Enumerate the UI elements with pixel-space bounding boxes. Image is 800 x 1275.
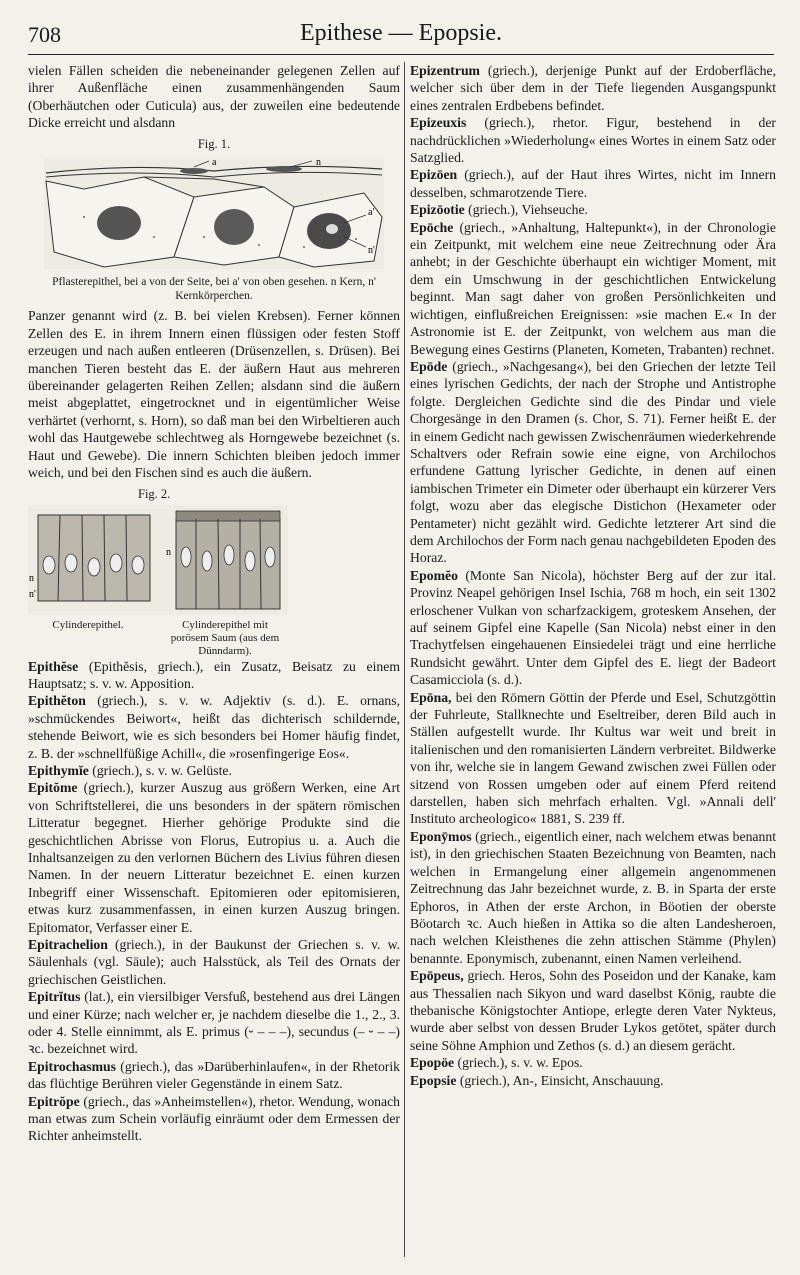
- headword: Epitrĭtus: [28, 989, 81, 1005]
- entry-text: (griech., eigentlich einer, nach welchem etwas benannt ist), in den griechischen Staaten Bezeichnung von Beamten, nach welchen in Ermangelung einer allgemein angenommenen Zeitrechnung das Jahr bezeichnet wurde, z. B. in Sparta der erste Ephoros, in Athen der erste Archon, in Böotien der oberste Böotarch ꝛc. Auch hießen in Attika so die alten Landesheroen, nach welchen Kleisthenes die zehn attischen Stämme (Phylen) benannte. Eponymisch, zubenannt, einen Namen verleihend.: [410, 828, 776, 966]
- entry-text: (griech.), s. v. w. Gelüste.: [88, 762, 232, 778]
- headword: Epōche: [410, 219, 454, 235]
- headword: Epithymĭe: [28, 762, 89, 778]
- left-entry-list: [28, 658, 400, 1145]
- headword: Eponȳmos: [410, 828, 472, 844]
- entry-epitheton: [28, 692, 400, 762]
- figure-2-caption-b: Cylinderepithel mit porösem Saum (aus dem Dünndarm).: [170, 619, 280, 658]
- headword: Epitrochasmus: [28, 1058, 116, 1074]
- continued-paragraph: vielen Fällen scheiden die nebeneinander gelegenen Zellen auf ihrer Außenfläche einen zusammenhängenden Saum (Oberhäutchen oder Cuticula) aus, der zuweilen eine bedeutende Dicke erreicht und alsdann: [28, 63, 400, 131]
- headword: Epopöe: [410, 1055, 455, 1071]
- headword: Epōpeus,: [410, 968, 464, 984]
- entry-epopoe: [410, 1054, 776, 1071]
- entry-text: (lat.), ein viersilbiger Versfuß, bestehend aus drei Längen und einer Kürze; nach welcher er, je nachdem dieselbe die 1., 2., 3. oder 4. Stelle einnimmt, als E. primus (⏑ – – –), secundus (– ⏑ – –) ꝛc. bezeichnet wird.: [28, 989, 400, 1057]
- fig2-letter-n-right: n: [166, 546, 171, 558]
- running-head: Epithese — Epopsie.: [300, 20, 502, 46]
- entry-text: (griech.), das »Darüberhinlaufen«, in der Rhetorik das flüchtige Berühren vieler Gegenstände in einem Satz.: [28, 1058, 400, 1092]
- headword: Epithĕton: [28, 693, 86, 709]
- entry-epitritus: [28, 988, 400, 1058]
- entry-epizentrum: [410, 62, 776, 114]
- entry-epopeus: [410, 967, 776, 1054]
- headword: Epizeuxis: [410, 115, 467, 131]
- entry-text: (griech.), An-, Einsicht, Anschauung.: [456, 1072, 664, 1088]
- entry-text: (griech.), Viehseuche.: [464, 202, 588, 218]
- entry-epopsie: [410, 1072, 776, 1089]
- entry-text: (griech.), s. v. w. Epos.: [454, 1055, 583, 1071]
- entry-epode: [410, 358, 776, 567]
- headword: Epōna,: [410, 689, 452, 705]
- entry-text: (Monte San Nicola), höchster Berg auf der zur ital. Provinz Neapel gehörigen Insel Ischia, 768 m hoch, ein seit 1302 erloschener Vulkan von scharfzackigem, groteskem Ansehen, der auf seinem Gipfel eine Kapelle (San Nicola) nebst einer in den Trachytfelsen eingehauenen Einsiedelei trägt und eine herrliche Rundsicht gewährt. Unter dem Gipfel des E. liegt der Badeort Casamicciola (s. d.).: [410, 567, 776, 688]
- figure-1-caption: Pflasterepithel, bei a von der Seite, bei a' von oben gesehen. n Kern, n' Kernkörperchen.: [52, 276, 376, 303]
- figure-2-caption-a: Cylinderepithel.: [52, 619, 124, 632]
- entry-text: (griech., »Anhaltung, Haltepunkt«), in der Chronologie ein Zeitpunkt, mit welchem eine neue Zeitrechnung oder Ära anhebt; in der Geschichte überhaupt ein wichtiger Moment, mit dem ein Umschwung in der geschichtlichen Entwickelung beginnt. Man sagt daher von großen Persönlichkeiten und wichtigen, einflußreichen Ereignissen: »sie machen E.« In der Astronomie ist E. der Zeitpunkt, von welchem aus man die Bewegung eines Gestirns (Planeten, Kometen, Trabanten) rechnet.: [410, 219, 776, 357]
- fig1-letter-n: n: [316, 157, 321, 169]
- entry-epithese: [28, 658, 400, 693]
- entry-epitrachelion: [28, 936, 400, 988]
- entry-epona: [410, 689, 776, 828]
- figure-1-label: Fig. 1.: [197, 136, 231, 151]
- fig1-letter-a: a: [212, 157, 217, 169]
- entry-epitome: [28, 779, 400, 936]
- figure-1-illustration: [28, 157, 400, 273]
- entry-text: (griech.), derjenige Punkt auf der Erdoberfläche, welcher sich über dem in der Tiefe liegenden Ausgangspunkt eines zentralen Erdbebens befindet.: [410, 63, 776, 113]
- headword: Epomĕo: [410, 567, 458, 583]
- entry-epitrope: [28, 1093, 400, 1145]
- entry-text: (griech., das »Anheimstellen«), rhetor. Wendung, wonach man etwas zum Schein vorläufig einräumt oder dem Ermessen der Richter anheimstellt.: [28, 1093, 400, 1144]
- entry-text: (griech., »Nachgesang«), bei den Griechen der letzte Teil eines lyrischen Gedichts, der nach der Strophe und Antistrophe folgte. Dergleichen Gedichte sind die des Pindar und viele Chorgesänge in den Dramen (s. Chor, S. 71). Ferner heißt E. der in einem Gedicht nach gewissen Zwischenräumen wiederkehrende Schaltvers oder Refrain sowie eine eigne, von Archilochos erfundene Gattung lyrischer Gedichte, in denen auf einen iambischen Trimeter ein Dimeter oder überhaupt ein kürzerer Vers folgt, wozu aber das elegische Distichon (Hexameter oder Pentameter) nicht gezählt wird. Gedichte letzterer Art sind die dem Archilochos der Form nach genau nachgebildeten Epoden des Horaz.: [410, 358, 776, 566]
- entry-text: (griech.), in der Baukunst der Griechen s. v. w. Säulenhals (vgl. Säule); auch Halsstück, als Teil des Ornats der griechischen Geistlichen.: [28, 937, 400, 987]
- page-number: 708: [28, 22, 61, 47]
- headword: Epizōotie: [410, 202, 465, 218]
- headword: Epitrachelion: [28, 937, 108, 952]
- headword: Epizōen: [410, 167, 458, 183]
- entry-epithymie: [28, 762, 400, 779]
- entry-text: (griech.), kurzer Auszug aus größern Werken, eine Art von Schriftstellerei, die uns besonders in der spätern römischen Litteratur begegnet. Hierher gehörige Produkte sind die geschichtlichen Abrisse von Florus, Eutropius u. a. Auch die Inhaltsanzeigen zu den verlornen Büchern des Livius führen diesen Namen. In der neuern Litteratur bezeichnet E. einen kurzen Inbegriff einer Wissenschaft. Epitomieren oder epitomisieren, etwas kurz zusammenfassen, in einen kurzen Auszug bringen. Epitomator, Verfasser einer E.: [28, 780, 400, 935]
- headword: Epopsie: [410, 1072, 457, 1088]
- entry-epizoen: [410, 166, 776, 201]
- entry-epomeo: [410, 567, 776, 689]
- headword: Epithĕse: [28, 658, 79, 674]
- entry-epoche: [410, 219, 776, 358]
- figure-2-label: Fig. 2.: [138, 486, 171, 501]
- page-header: [28, 20, 774, 55]
- fig1-letter-a-prime: a': [368, 207, 375, 219]
- entry-text: (Epithĕsis, griech.), ein Zusatz, Beisatz zu einem Hauptsatz; s. v. w. Apposition.: [28, 658, 400, 691]
- figure-2-illustration: [28, 505, 288, 615]
- entry-epizeuxis: [410, 114, 776, 166]
- fig2-letter-n: n: [29, 572, 34, 584]
- column-divider: [404, 62, 405, 1257]
- entry-epitrochasmus: [28, 1058, 400, 1093]
- figure-2: [28, 486, 400, 656]
- entry-epizootie: [410, 201, 776, 218]
- headword: Epitrŏpe: [28, 1093, 80, 1109]
- fig2-letter-n-prime: n': [29, 588, 36, 600]
- entry-text: (griech.), auf der Haut ihres Wirtes, nicht im Innern desselben, schmarotzende Tiere.: [410, 167, 776, 200]
- entry-text: griech. Heros, Sohn des Poseidon und der Kanake, kam aus Thessalien nach Sikyon und ward daselbst König, raubte die thebanische Königstochter Antiope, erlegte deren Vater Nykteus, wurde aber selbst von dessen Bruder Lykos getötet, später durch seine Söhne Amphion und Zethos (s. d.) an diesem gerächt.: [410, 968, 776, 1053]
- left-paragraph-2: Panzer genannt wird (z. B. bei vielen Krebsen). Ferner können Zellen des E. in ihrem Innern einen flüssigen oder festen Stoff erzeugen und nach außen entleeren (Drüsenzellen, s. Drüsen). Bei manchen Tieren besteht das E. der äußern Haut aus mehreren übereinander gelagerten Reihen Zellen; alsdann sind die äußern meist abgeplattet, eingetrocknet und in eigentümlicher Weise verhärtet (verhornt, s. Horn), so daß man bei den Wirbeltieren auch wohl das Hautgewebe schlechtweg als Horngewebe bezeichnet (s. Haut und Gewebe). Die innern Schichten bleiben jedoch immer weich, und bei den Fischen sind es auch die äußern.: [28, 308, 400, 481]
- headword: Epōde: [410, 358, 448, 374]
- entry-text: (griech.), rhetor. Figur, bestehend in der nachdrücklichen »Wiederholung« eines Wortes in einem Satz oder Satzglied.: [410, 115, 776, 166]
- fig1-letter-n-prime: n': [368, 245, 375, 257]
- left-column: [28, 62, 400, 1145]
- entry-text: bei den Römern Göttin der Pferde und Esel, Schutzgöttin der Fuhrleute, Stallknechte und Eseltreiber, deren Bild auch in Ställen aufgestellt wurde. Ihr Kultus war weit und breit in italienischen und den romanisierten Ländern verbreitet. Bildwerke von ihr, welche sie in langem Gewand zwischen zwei Füllen oder sitzend von Rossen umgeben oder auf einem Pferd reitend darstellen, haben sich mehrfach erhalten. Vgl. »Annali dell' Instituto archeologico« 1881, S. 239 ff.: [410, 689, 776, 827]
- entry-eponymos: [410, 828, 776, 967]
- headword: Epitŏme: [28, 780, 78, 796]
- entry-text: (griech.), s. v. w. Adjektiv (s. d.). E. ornans, »schmückendes Beiwort«, heißt das dichterisch schildernde, stehende Beiwort, wie es sich besonders bei Homer häufig findet, z. B. der »schnellfüßige Achill«, die »rosenfingerige Eos«.: [28, 693, 400, 761]
- headword: Epizentrum: [410, 63, 480, 78]
- right-column: [410, 62, 776, 1089]
